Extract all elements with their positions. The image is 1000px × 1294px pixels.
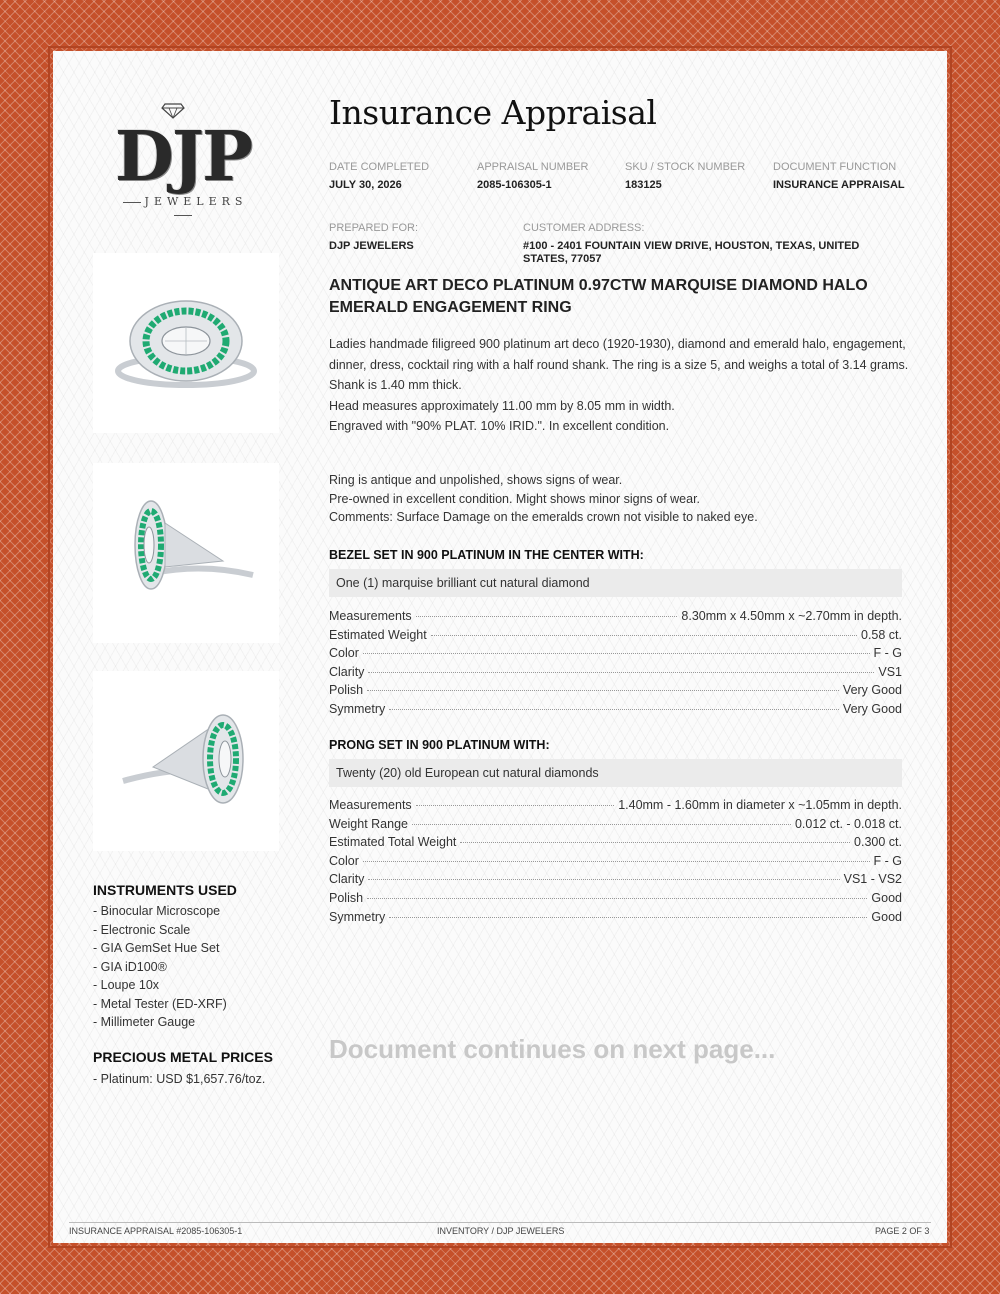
spec-value: Very Good [842, 683, 902, 698]
spec-row [329, 870, 902, 889]
spec-value: 0.300 ct. [854, 835, 902, 850]
instruments-list [93, 902, 227, 1032]
spec-row [329, 815, 902, 834]
spec-key: Polish [329, 890, 364, 905]
prepared-for-value: DJP JEWELERS [329, 240, 414, 252]
spec-value: Very Good [842, 701, 902, 716]
list-item: - Millimeter Gauge [93, 1015, 196, 1029]
logo-wordmark: DJP [114, 117, 252, 197]
footer-page-number: PAGE 2 OF 3 [875, 1226, 930, 1236]
spec-row [329, 908, 902, 927]
document-function-value: INSURANCE APPRAISAL [773, 179, 905, 191]
spec-key: Measurements [329, 609, 412, 623]
condition-line: Comments: Surface Damage on the emeralds crown not visible to naked eye. [329, 510, 758, 524]
spec-value: Good [871, 890, 902, 905]
spec-key: Color [329, 646, 359, 661]
footer-appraisal-id: INSURANCE APPRAISAL #2085-106305-1 [69, 1226, 243, 1236]
footer-inventory: INVENTORY / DJP JEWELERS [437, 1226, 565, 1236]
spec-key: Measurements [329, 798, 412, 812]
description-line: Head measures approximately 11.00 mm by 8.05 mm in width. [329, 398, 675, 413]
spec-row [329, 626, 902, 645]
description-line: Shank is 1.40 mm thick. [329, 378, 462, 392]
list-item: - Electronic Scale [93, 922, 191, 937]
spec-value: 1.40mm - 1.60mm in diameter x ~1.05mm in depth. [618, 798, 902, 812]
spec-row [329, 644, 902, 663]
djp-jewelers-logo [108, 103, 258, 213]
spec-value: Good [871, 909, 902, 924]
list-item: - Binocular Microscope [93, 904, 221, 918]
metal-prices-title: PRECIOUS METAL PRICES [93, 1049, 273, 1065]
item-description [329, 334, 919, 437]
spec-row [329, 607, 902, 626]
logo-subtitle: JEWELERS [108, 195, 258, 221]
document-function-label: DOCUMENT FUNCTION [773, 161, 897, 173]
ring-photo-angle-view [93, 671, 279, 851]
item-title: ANTIQUE ART DECO PLATINUM 0.97CTW MARQUISE DIAMOND HALO EMERALD ENGAGEMENT RING [329, 277, 868, 316]
appraisal-number-label: APPRAISAL NUMBER [477, 161, 589, 173]
item-condition [329, 471, 919, 527]
footer-divider [69, 1222, 931, 1223]
bezel-set-specs [329, 607, 902, 719]
bezel-set-summary: One (1) marquise brilliant cut natural diamond [329, 569, 902, 597]
date-completed-value: JULY 30, 2026 [329, 179, 402, 191]
sku-value: 183125 [625, 179, 662, 191]
description-line: Engraved with "90% PLAT. 10% IRID.". In excellent condition. [329, 419, 670, 433]
spec-key: Symmetry [329, 701, 386, 716]
spec-key: Clarity [329, 664, 365, 679]
spec-key: Clarity [329, 872, 365, 887]
list-item: - Loupe 10x [93, 978, 160, 992]
description-line: Ladies handmade filigreed 900 platinum art deco (1920-1930), diamond and emerald halo, engagement, dinner, dress, cocktail ring with a half round shank. The ring is a size 5, and weighs a total of 3.14 grams. [329, 337, 909, 372]
continues-notice: Document continues on next page... [329, 1034, 776, 1064]
spec-value: 0.58 ct. [861, 627, 902, 642]
list-item: - Metal Tester (ED-XRF) [93, 996, 227, 1011]
spec-key: Polish [329, 683, 364, 698]
spec-row [329, 889, 902, 908]
spec-row [329, 852, 902, 871]
spec-value: 0.012 ct. - 0.018 ct. [794, 816, 902, 831]
spec-value: F - G [873, 853, 902, 868]
condition-line: Pre-owned in excellent condition. Might shows minor signs of wear. [329, 491, 701, 506]
spec-key: Estimated Weight [329, 627, 427, 642]
metal-prices-list [93, 1070, 265, 1089]
prepared-for-label: PREPARED FOR: [329, 222, 419, 234]
spec-row [329, 833, 902, 852]
spec-value: VS1 - VS2 [843, 872, 902, 887]
spec-key: Symmetry [329, 909, 386, 924]
spec-row [329, 796, 902, 815]
spec-row [329, 700, 902, 719]
prong-set-heading: PRONG SET IN 900 PLATINUM WITH: [329, 738, 550, 752]
spec-key: Weight Range [329, 816, 408, 831]
customer-address-label: CUSTOMER ADDRESS: [523, 222, 645, 234]
list-item: - GIA GemSet Hue Set [93, 941, 220, 955]
document-title: Insurance Appraisal [329, 93, 657, 132]
list-item: - Platinum: USD $1,657.76/toz. [93, 1072, 266, 1086]
ring-photo-side-view [93, 463, 279, 643]
prong-set-summary: Twenty (20) old European cut natural diamonds [329, 759, 902, 787]
spec-key: Color [329, 853, 359, 868]
instruments-title: INSTRUMENTS USED [93, 882, 237, 898]
date-completed-label: DATE COMPLETED [329, 161, 430, 173]
condition-line: Ring is antique and unpolished, shows signs of wear. [329, 473, 623, 487]
spec-row [329, 681, 902, 700]
list-item: - GIA iD100® [93, 959, 167, 974]
appraisal-number-value: 2085-106305-1 [477, 179, 552, 191]
spec-value: F - G [873, 646, 902, 661]
spec-value: VS1 [878, 664, 902, 679]
spec-key: Estimated Total Weight [329, 835, 457, 850]
spec-value: 8.30mm x 4.50mm x ~2.70mm in depth. [681, 609, 902, 623]
prong-set-specs [329, 796, 902, 926]
spec-row [329, 663, 902, 682]
customer-address-value: #100 - 2401 FOUNTAIN VIEW DRIVE, HOUSTON, TEXAS, UNITED STATES, 77057 [523, 240, 860, 265]
bezel-set-heading: BEZEL SET IN 900 PLATINUM IN THE CENTER WITH: [329, 548, 644, 562]
document-page [53, 51, 947, 1243]
sku-label: SKU / STOCK NUMBER [625, 161, 746, 173]
ring-photo-top-view [93, 253, 279, 433]
